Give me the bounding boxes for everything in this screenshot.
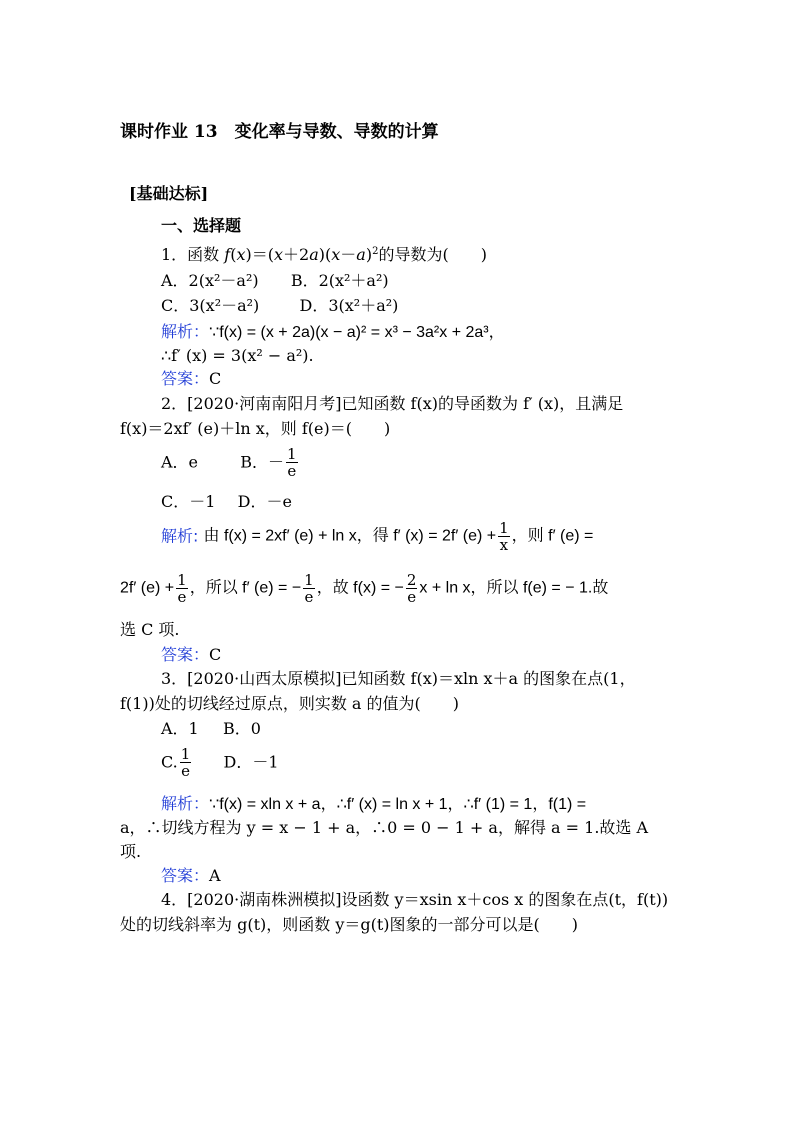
q1-option-d: D．3(x²＋a²) [299,296,399,315]
q2-stem-2: f(x)＝2xf′ (e)＋ln x，则 f(e)＝( ) [120,419,391,438]
q3-answer: 答案：A [161,866,221,885]
q2-option-b-fraction: $\frac{1}{e}$ [286,445,297,480]
q1-option-a: A．2(x²－a²) [161,271,259,290]
q1-option-c: C．3(x²－a²) [161,296,260,315]
q3-stem-1: 3．[2020·山西太原模拟]已知函数 f(x)＝xln x＋a 的图象在点(1， [161,669,636,688]
q2-analysis-3: 选 C 项. [120,620,180,639]
q2-stem-1: 2．[2020·河南南阳月考]已知函数 f(x)的导函数为 f′ (x)，且满足 [161,394,624,413]
q3-options-cd: C. $\frac{1}{e}$ D．－1 [161,745,279,780]
subsection-heading: 一、选择题 [161,216,242,235]
q3-stem-2: f(1))处的切线经过原点，则实数 a 的值为( ) [120,694,460,713]
q3-analysis-2: a，∴切线方程为 y = x − 1 + a，∴0 = 0 − 1 + a，解得 a = 1.故选 A [120,818,649,837]
q1-options-cd [161,296,398,316]
q1-options-ab [161,271,389,291]
q4-stem-1: 4．[2020·湖南株洲模拟]设函数 y＝xsin x＋cos x 的图象在点(t，f(t)) [161,890,669,909]
section-heading: [基础达标] [129,184,209,203]
q3-analysis-3: 项. [120,842,142,861]
q1-answer: 答案：C [161,369,222,388]
q1-option-b: B．2(x²＋a²) [290,271,389,290]
q3-analysis-1: 解析：∵f(x) = xln x + a，∴f′ (x) = ln x + 1，∴f′ (1) = 1，f(1) = [161,794,587,813]
q2-options-ab: A．e B．－ $\frac{1}{e}$ [161,445,297,480]
q4-stem-2: 处的切线斜率为 g(t)，则函数 y＝g(t)图象的一部分可以是( ) [120,915,579,934]
q2-analysis-2: 2f′ (e) + $\frac{1}{e}$ ，所以 f′ (e) = − $\frac{1}{e}$ ，故 f(x) = − $\frac{2}{e}$ x + ln x，所以 f(e) = − 1.故 [120,571,609,606]
q2-answer: 答案：C [161,645,222,664]
q1-stem: 1．函数 $f(x)=(x+2a)(x-a)^2$的导数为( ) [161,245,487,264]
page-title: 课时作业 13 变化率与导数、导数的计算 [120,122,439,142]
q1-analysis-2: ∴f′ (x) = 3(x² − a²). [161,346,314,365]
q3-options-ab: A．1 B．0 [161,719,261,738]
q2-options-cd: C．－1 D．－e [161,492,292,511]
q2-analysis-1: 解析: 由 f(x) = 2xf′ (e) + ln x，得 f′ (x) = 2f′ (e) + $\frac{1}{x}$ ，则 f′ (e) = [161,519,594,554]
q1-analysis-1: 解析：∵f(x) = (x + 2a)(x − a)² = x³ − 3a²x + 2a³， [161,322,505,341]
